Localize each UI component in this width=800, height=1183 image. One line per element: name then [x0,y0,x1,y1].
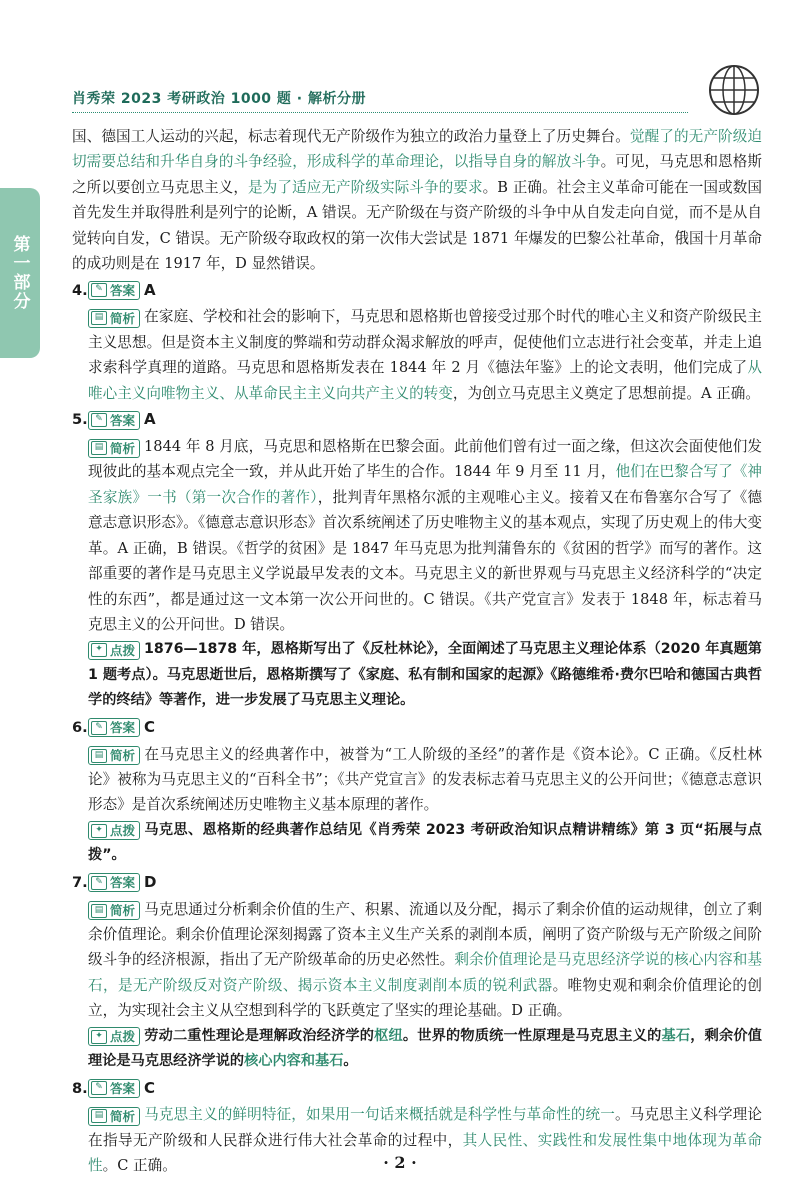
question-4-analysis [72,304,762,406]
text: 1844 年 8 月底，马克思和恩格斯在巴黎会面。此前他们曾有过一面之缘，但这次会面使他们发现彼此的基本观点完全一致，并从此开始了毕生的合作。1844 年 9 月至 11 月， [88,438,762,481]
answer-badge-label: 答案 [110,720,136,736]
running-header: 肖秀荣 2023 考研政治 1000 题 · 解析分册 [72,91,366,107]
text: ，剩余价值理论是马克思经济学说的 [88,1027,762,1069]
text: 。唯物史观和剩余价值理论的创立，为实现社会主义从空想到科学的飞跃奠定了坚实的理论基础。D 正确。 [88,976,762,1020]
text: ，批判青年黑格尔派的主观唯心主义。接着又在布鲁塞尔合写了《德意志意识形态》。《德意志意识形态》首次系统阐述了历史唯物主义的基本观点，实现了历史观上的伟大变革。A 正确，B 错误。《哲学的贫困》是 1847 年马克思为批判蒲鲁东的《贫困的哲学》而写的著作。这部重要的著作是马克思主义学说最早发表的文本。马克思主义的新世界观与马克思主义经济科学的“决定性的东西”，都是通过这一文本第一次公开问世的。C 错误。《共产党宣言》发表于 1848 年，标志着马克思主义的公开问世。D 错误。 [88,488,762,633]
tip-badge-label: 点拨 [110,642,136,658]
tip-badge [88,821,140,840]
answer-badge-label: 答案 [110,1080,136,1096]
section-side-tab-label: 第一部分 [9,235,30,311]
tip-badge [88,641,140,660]
pencil-icon: ✎ [91,721,107,735]
question-5-answer-line [72,408,762,432]
continued-paragraph [72,124,762,276]
answer-badge [88,411,140,430]
analysis-badge [88,439,140,458]
tip-badge-label: 点拨 [110,1029,136,1045]
answer-badge [88,281,140,300]
analysis-badge [88,746,140,765]
section-side-tab [0,188,40,358]
highlight: 基石 [661,1027,691,1044]
question-number: 7. [72,873,88,891]
page-number: · 2 · [383,1153,417,1172]
text: 。可见，马克思和恩格斯之所以要创立马克思主义， [72,153,762,196]
answer-letter: A [144,280,156,299]
lightbulb-icon: ✦ [91,643,107,657]
answer-badge-label: 答案 [110,412,136,428]
answer-badge [88,1079,140,1098]
text: 国、德国工人运动的兴起，标志着现代无产阶级作为独立的政治力量登上了历史舞台。 [72,128,630,145]
analysis-badge-label: 简析 [110,748,136,764]
question-8-answer-line [72,1076,762,1100]
answer-badge [88,718,140,737]
highlight: 马克思主义的鲜明特征，如果用一句话来概括就是科学性与革命性的统一 [144,1106,615,1124]
text: 在马克思主义的经典著作中，被誉为“工人阶级的圣经”的著作是《资本论》。C 正确。《反杜林论》被称为马克思主义的“百科全书”；《共产党宣言》的发表标志着马克思主义的公开问世；《德意志意识形态》是首次系统阐述历史唯物主义基本原理的著作。 [88,745,762,814]
answer-letter: C [144,717,156,736]
pencil-icon: ✎ [91,1081,107,1095]
answer-letter: D [144,872,157,891]
pencil-icon: ✎ [91,876,107,890]
highlight: 他们在巴黎合写了《神圣家族》一书（第一次合作的著作） [88,463,762,506]
page-content [72,124,762,1179]
text: 马克思、恩格斯的经典著作总结见《肖秀荣 2023 考研政治知识点精讲精练》第 3 页“拓展与点拨”。 [88,821,762,864]
question-number: 6. [72,718,88,736]
text: 1876—1878 年，恩格斯写出了《反杜林论》，全面阐述了马克思主义理论体系（2020 年真题第 1 题考点）。马克思逝世后，恩格斯撰写了《家庭、私有制和国家的起源》《路德维希·费尔巴哈和德国古典哲学的终结》等著作，进一步发展了马克思主义理论。 [88,641,762,709]
question-6-answer-line [72,716,762,740]
question-7-analysis [72,897,762,1024]
text: 。马克思主义科学理论在指导无产阶级和人民群众进行伟大社会革命的过程中， [88,1106,762,1149]
book-icon: ▤ [91,904,107,918]
highlight: 从唯心主义向唯物主义、从革命民主主义向共产主义的转变 [88,359,762,402]
answer-letter: C [144,1078,156,1097]
text: 。B 正确。社会主义革命可能在一国或数国首先发生并取得胜利是列宁的论断，A 错误。无产阶级在与资产阶级的斗争中从自发走向自觉，而不是从自觉转向自发，C 错误。无产阶级夺取政权的第一次伟大尝试是 1871 年爆发的巴黎公社革命，俄国十月革命的成功则是在 1917 年，D 显然错误。 [72,178,762,273]
highlight: 是为了适应无产阶级实际斗争的要求 [247,178,483,196]
answer-badge [88,873,140,892]
analysis-badge [88,309,140,328]
lightbulb-icon: ✦ [91,824,107,838]
analysis-badge-label: 简析 [110,310,136,326]
text: 劳动二重性理论是理解政治经济学的 [144,1027,375,1044]
answer-badge-label: 答案 [110,875,136,891]
highlight: 枢纽 [374,1027,403,1044]
book-icon: ▤ [91,311,107,325]
highlight: 其人民性、实践性和发展性集中地体现为革命性 [88,1131,762,1175]
text: ，为创立马克思主义奠定了思想前提。A 正确。 [452,384,760,402]
question-7-answer-line [72,871,762,895]
book-icon: ▤ [91,1109,107,1123]
highlight: 核心内容和基石 [244,1053,344,1069]
analysis-badge-label: 简析 [110,1108,136,1124]
text: 在家庭、学校和社会的影响下，马克思和恩格斯也曾接受过那个时代的唯心主义和资产阶级民主主义思想。但是资本主义制度的弊端和劳动群众渴求解放的呼声，促使他们立志进行社会变革，并走上追求索科学真理的道路。马克思和恩格斯发表在 1844 年 2 月《德法年鉴》上的论文表明，他们完成了 [88,308,762,377]
text: 。世界的物质统一性原理是马克思主义的 [402,1027,662,1044]
analysis-badge-label: 简析 [110,440,136,456]
analysis-badge [88,901,140,920]
question-number: 8. [72,1079,88,1097]
tip-badge-label: 点拨 [110,823,136,839]
question-7-tip [72,1024,762,1075]
question-6-analysis [72,742,762,818]
highlight: 觉醒了的无产阶级迫切需要总结和升华自身的斗争经验，形成科学的革命理论，以指导自身的解放斗争 [72,128,762,171]
text: 。 [343,1053,358,1069]
question-5-tip [72,637,762,713]
question-number: 4. [72,281,88,299]
highlight: 剩余价值理论是马克思经济学说的核心内容和基石，是无产阶级反对资产阶级、揭示资本主义制度剥削本质的锐利武器 [88,951,762,994]
pencil-icon: ✎ [91,283,107,297]
header-divider [72,112,688,113]
text: 。C 正确。 [102,1157,177,1175]
book-icon: ▤ [91,441,107,455]
lightbulb-icon: ✦ [91,1030,107,1044]
answer-letter: A [144,410,156,429]
book-icon: ▤ [91,749,107,763]
question-6-tip [72,818,762,869]
analysis-badge [88,1107,140,1126]
question-number: 5. [72,411,88,429]
analysis-badge-label: 简析 [110,903,136,919]
question-5-analysis [72,434,762,637]
tip-badge [88,1027,140,1046]
question-4-answer-line [72,278,762,302]
answer-badge-label: 答案 [110,282,136,298]
globe-icon [698,62,762,118]
pencil-icon: ✎ [91,413,107,427]
text: 马克思通过分析剩余价值的生产、积累、流通以及分配，揭示了剩余价值的运动规律，创立了剩余价值理论。剩余价值理论深刻揭露了资本主义生产关系的剥削本质，阐明了资产阶级与无产阶级之间阶级斗争的经济根源，指出了无产阶级革命的历史必然性。 [88,900,762,969]
